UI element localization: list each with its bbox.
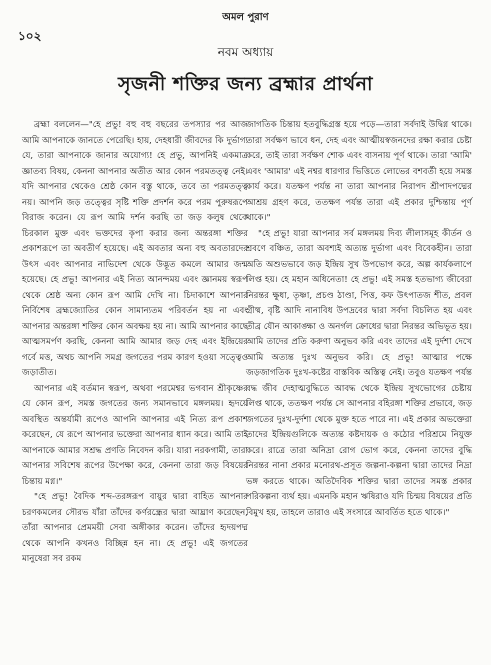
- page-number: ১০২: [18, 29, 42, 43]
- right-column: [246, 118, 472, 521]
- paragraph: "হে প্রভু! যারা আপনার সর্ব মঙ্গলময় দিব্য লীলাসমূহ কীর্তন ও শ্রবণে বঞ্চিত, তারা অবশ্যই অত্যন্ত দুর্ভাগা এবং বিবেকহীন। তারা অতি অশুভভাবে জড় ইন্দ্রিয় সুখ উপভোগ করে, অল্প কার্যকলাপে লিপ্ত হয়। হে মহান অধিনেতা! হে প্রভু! এই সমস্ত হতভাগ্য জীবেরা নিরন্তর ক্ষুধা, তৃষ্ণা, প্রচণ্ড ঠাণ্ডা, পিত্ত, কফ উৎপাতজ শীত, প্রবল গ্রীষ্ম, বৃষ্টি আদি নানাবিধ উপদ্রবের দ্বারা সর্বদা বিচলিত হয় এবং তীব্র যৌন আকাঙ্ক্ষা ও অনর্গল ক্রোধের দ্বারা নিরন্তর অভিভূত হয়। আমি তাদের প্রতি করুণা অনুভব করি এবং তাদের এই দুর্দশা দেখে আমি অত্যন্ত দুঃখ অনুভব করি। হে প্রভু! আত্মার পক্ষে জড়জাগতিক দুঃখ-কষ্টের বাস্তবিক অস্তিত্ব নেই। তবুও যতক্ষণ পর্যন্ত বদ্ধ জীব দেহাত্মবুদ্ধিতে আবদ্ধ থেকে ইন্দ্রিয় সুখভোগের চেষ্টায় লিপ্ত থাকে, ততক্ষণ পর্যন্ত সে আপনার বহিরঙ্গা শক্তির প্রভাবে, জড় জগতের দুঃখ-দুর্দশা থেকে মুক্ত হতে পারে না। এই প্রকার অভক্তেরা তাদের ইন্দ্রিয়গুলিকে অত্যন্ত কষ্টদায়ক ও কঠোর পরিশ্রমে নিযুক্ত করে। রাত্রে তারা অনিদ্রা রোগ ভোগ করে, কেননা তাদের বুদ্ধি নিরন্তর নানা প্রকার মনোরথ-প্রসূত জল্পনা-কল্পনা দ্বারা তাদের নিদ্রা ভঙ্গ করতে থাকে। অতিদৈবিক শক্তির দ্বারা তাদের সমস্ত প্রকার পরিকল্পনা ব্যর্থ হয়। এমনকি মহান ঋষিরাও যদি চিন্ময় বিষয়ের প্রতি বিমুখ হয়, তাহলে তারাও এই সংসারে আবর্তিত হতে থাকে।": [246, 228, 472, 518]
- left-column: [22, 118, 248, 568]
- paragraph: আপনার এই বর্তমান স্বরূপ, অথবা পরমেশ্বর ভগবান শ্রীকৃষ্ণের যে কোন রূপ, সমস্ত জগতের জন্য সমানভাবে মঙ্গলময়। হৃদয়ে অবস্থিত অন্তর্যামী রূপেও আপনি আপনার এই নিত্য রূপ প্রকাশ করেছেন, যে রূপে আপনার ভক্তেরা আপনার ধ্যান করে। আমি তাই আপনাকে আমার সশ্রদ্ধ প্রণতি নিবেদন করি। যারা নরকগামী, তারা আপনার সবিশেষ রূপের উপেক্ষা করে, কেননা তারা জড় বিষয়ের চিন্তায় মগ্ন।": [22, 383, 248, 487]
- paragraph: জাগতিক চিন্তায় হতবুদ্ধিগ্রস্ত হয়ে পড়ে—তারা সর্বদাই উদ্বিগ্ন থাকে। তারা সর্বক্ষণ ভাবে ধন, দেহ এবং আত্মীয়স্বজনদের রক্ষা করার চেষ্টা করে, তাই তারা সর্বক্ষণ শোক এবং বাসনায় পূর্ণ থাকে। তারা 'আমি' এবং 'আমার' এই নশ্বর ধারণার ভিত্তিতে লোভের বশবর্তী হয়ে সমস্ত কার্য করে। যতক্ষণ পর্যন্ত না তারা আপনার নিরাপদ শ্রীপাদপদ্মের আশ্রয় গ্রহণ করে, ততক্ষণ পর্যন্ত তারা এই প্রকার দুশ্চিন্তায় পূর্ণ থাকে।": [246, 120, 472, 223]
- paragraph: ব্রহ্মা বললেন—"হে প্রভু! বহু বহু বছরের তপস্যার পর আজ আমি আপনাকে জানতে পেরেছি। হায়, দেহধারী জীবদের কি দুর্ভাগ্য যে, তারা আপনাকে জানার অযোগ্য! হে প্রভু, আপনিই একমাত্র জ্ঞাতব্য বিষয়, কেননা আপনার অতীত আর কোন পরমতত্ত্ব নেই। যদি আপনার থেকেও শ্রেষ্ঠ কোন বস্তু থাকে, তবে তা পরমতত্ত্ব নয়। আপনি জড় তত্ত্বের সৃষ্টি শক্তি প্রদর্শন করে পরম পুরুষরূপে বিরাজ করেন। যে রূপ আমি দর্শন করছি তা জড় কলুষ থেকে চিরকাল মুক্ত এবং ভক্তদের কৃপা করার জন্য অন্তরঙ্গা শক্তির প্রকাশরূপে তা অবতীর্ণ হয়েছে। এই অবতার অন্য বহু অবতারদের উৎস এবং আপনার নাভিদেশ থেকে উদ্ভূত কমলে আমার জন্ম হয়েছে। হে প্রভু! আপনার এই নিত্য আনন্দময় এবং জ্ঞানময় স্বরূপ থেকে শ্রেষ্ঠ অন্য কোন রূপ আমি দেখি না। চিদাকাশে আপনার নির্বিশেষ ব্রহ্মজ্যোতির কোন সামান্যতম পরিবর্তন হয় না এবং আপনার অন্তরঙ্গা শক্তির কোন অবক্ষয় হয় না। আমি আপনার কাছে আত্মসমর্পণ করছি, কেননা আমি আমার জড় দেহ এবং ইন্দ্রিয়ের গর্বে মত্ত, অথচ আপনি সমগ্র জগতের পরম কারণ হওয়া সত্ত্বেও জড়াতীত।: [22, 120, 248, 378]
- paragraph: "হে প্রভু! বৈদিক শব্দ-তরঙ্গরূপ বায়ুর দ্বারা বাহিত আপনার চরণকমলের সৌরভ যাঁরা তাঁদের কর্ণরন্ধ্রের দ্বারা আঘ্রাণ করেছেন, তাঁরা আপনার প্রেমময়ী সেবা অঙ্গীকার করেন। তাঁদের হৃদয়পদ্ম থেকে আপনি কখনও বিচ্ছিন্ন হন না। হে প্রভু! এই জগতের মানুষেরা সব রকম: [22, 492, 248, 564]
- chapter-heading: নবম অধ্যায়: [217, 45, 274, 59]
- running-head: অমল পুরাণ: [222, 12, 269, 23]
- page-title: সৃজনী শক্তির জন্য ব্রহ্মার প্রার্থনা: [118, 73, 373, 95]
